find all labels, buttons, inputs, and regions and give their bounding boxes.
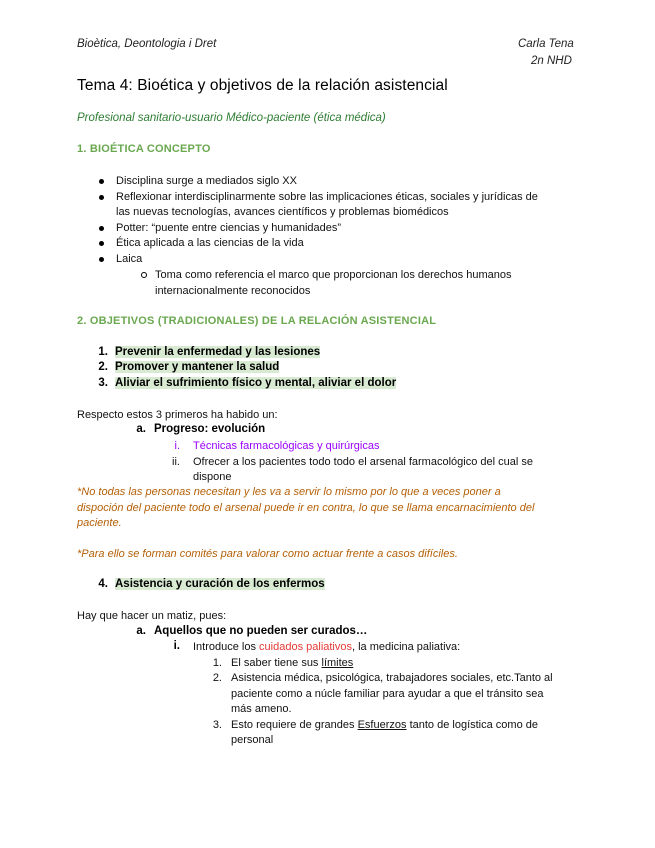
objective-number: 4. <box>98 578 108 590</box>
note-line: paciente. <box>77 517 122 529</box>
section-heading-objetivos: 2. OBJETIVOS (TRADICIONALES) DE LA RELACIÓN ASISTENCIAL <box>77 315 437 327</box>
objective-item: Asistencia y curación de los enfermos <box>115 578 325 590</box>
limites-underlined: límites <box>321 657 354 669</box>
sub-list-item-continuation: internacionalmente reconocidos <box>155 285 311 297</box>
list-item: Ética aplicada a las ciencias de la vida <box>116 237 304 249</box>
list-item-continuation: las nuevas tecnologías, avances científicos y problemas biomédicos <box>116 206 449 218</box>
roman-item: Ofrecer a los pacientes todo todo el arsenal farmacológico del cual se <box>193 456 533 468</box>
objective-item: Prevenir la enfermedad y las lesiones <box>115 346 321 358</box>
roman-item: Técnicas farmacológicas y quirúrgicas <box>193 440 380 452</box>
sublist-item-continuation: más ameno. <box>231 703 292 715</box>
sub-list-item: Toma como referencia el marco que proporcionan los derechos humanos <box>155 269 512 281</box>
sublist-item: Esto requiere de grandes Esfuerzos tanto de logística como de <box>231 719 538 731</box>
list-item: Potter: “puente entre ciencias y humanidades” <box>116 222 342 234</box>
page-subtitle: Profesional sanitario-usuario Médico-paciente (ética médica) <box>77 112 386 124</box>
matiz-text: Hay que hacer un matiz, pues: <box>77 610 227 622</box>
objective-item: Promover y mantener la salud <box>115 361 280 373</box>
sublist-item: Asistencia médica, psicológica, trabajadores sociales, etc.Tanto al <box>231 672 553 684</box>
roman-marker: ii. <box>172 456 180 468</box>
introduce-marker: i. <box>173 640 180 652</box>
objective-number: 1. <box>98 346 108 358</box>
header-course: Bioètica, Deontologia i Dret <box>77 38 217 50</box>
page-title: Tema 4: Bioética y objetivos de la relación asistencial <box>77 77 448 94</box>
sublist-item: El saber tiene sus límites <box>231 657 354 669</box>
list-item: Disciplina surge a mediados siglo XX <box>116 175 297 187</box>
section-heading-bioetica: 1. BIOÉTICA CONCEPTO <box>77 143 211 155</box>
sublist-item-continuation: paciente como a núcle familiar para ayudar a que el tránsito sea <box>231 688 544 700</box>
sublist-item-continuation: personal <box>231 734 274 746</box>
note-line: dispoción del paciente todo el arsenal puede ir en contra, lo que se llama encarnacimiento del <box>77 502 535 514</box>
aquellos-heading: Aquellos que no pueden ser curados… <box>154 625 368 637</box>
progreso-heading: Progreso: evolución <box>154 423 266 435</box>
respecto-text: Respecto estos 3 primeros ha habido un: <box>77 409 278 421</box>
roman-marker: i. <box>174 440 180 452</box>
roman-item-continuation: dispone <box>193 471 232 483</box>
list-item: Reflexionar interdisciplinarmente sobre las implicaciones éticas, sociales y jurídicas de <box>116 191 538 203</box>
objective-number: 3. <box>98 377 108 389</box>
note-comites: *Para ello se forman comités para valorar como actuar frente a casos difíciles. <box>77 548 458 560</box>
objective-number: 2. <box>98 361 108 373</box>
introduce-text: Introduce los cuidados paliativos, la medicina paliativa: <box>193 641 461 653</box>
header-group: 2n NHD <box>531 55 572 67</box>
objective-item: Aliviar el sufrimiento físico y mental, aliviar el dolor <box>115 377 397 389</box>
cuidados-paliativos: cuidados paliativos <box>259 641 352 653</box>
list-item: Laica <box>116 253 143 265</box>
sublist-number: 3. <box>212 719 222 731</box>
note-line: *No todas las personas necesitan y les va a servir lo mismo por lo que a veces poner a <box>77 486 501 498</box>
aquellos-marker: a. <box>136 625 146 637</box>
sublist-number: 1. <box>212 657 222 669</box>
progreso-marker: a. <box>136 423 146 435</box>
header-author: Carla Tena <box>518 38 574 50</box>
sublist-number: 2. <box>212 672 222 684</box>
esfuerzos-underlined: Esfuerzos <box>357 719 407 731</box>
